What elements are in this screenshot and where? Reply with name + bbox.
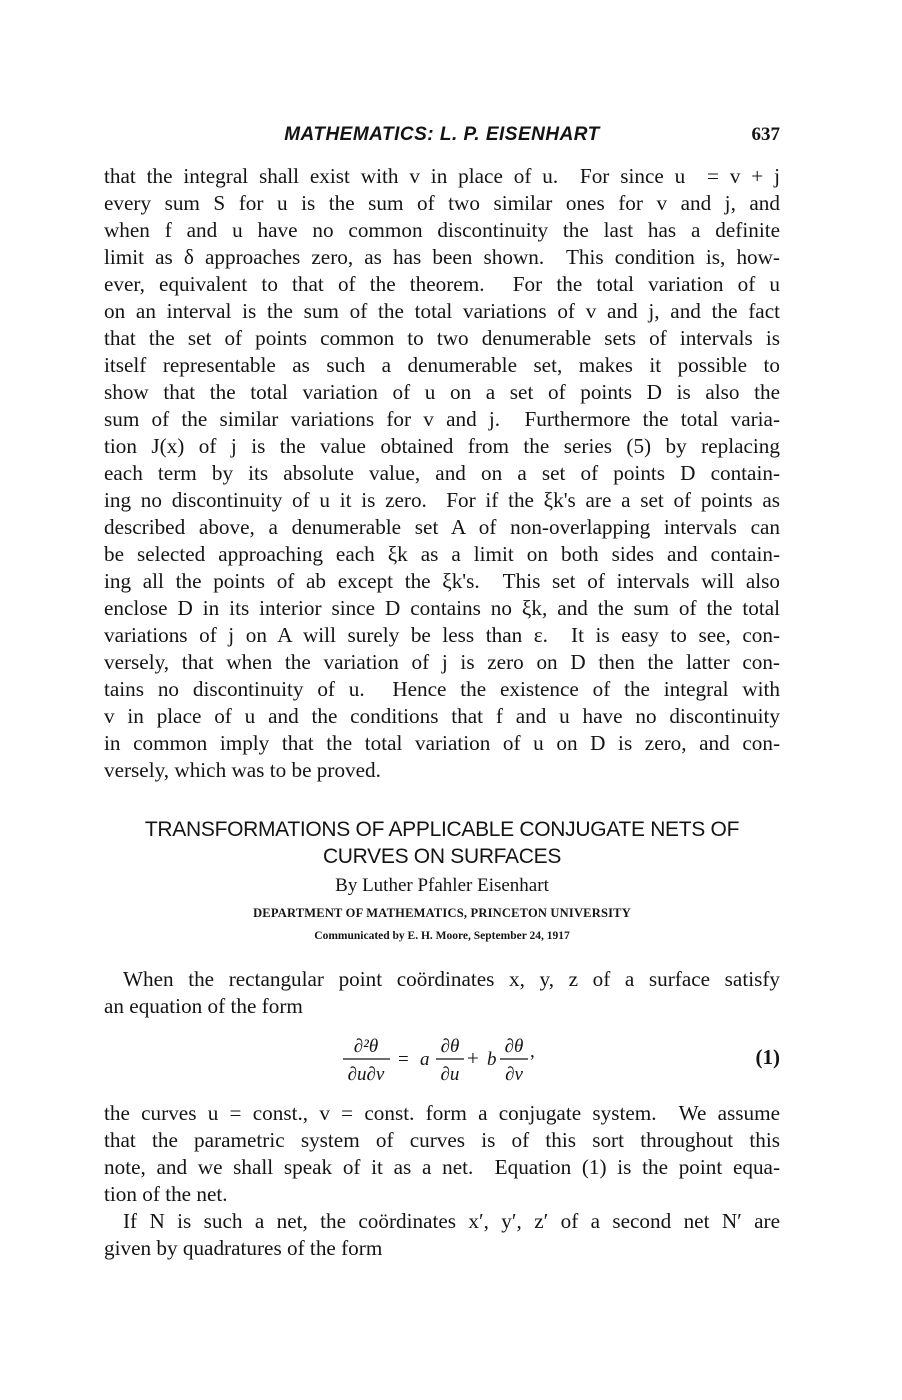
equals-sign: =	[398, 1049, 409, 1070]
paragraph-intro	[104, 966, 780, 1020]
text-line: tains no discontinuity of u. Hence the existence of the integral with	[104, 677, 780, 701]
term2-numerator: ∂θ	[504, 1036, 524, 1057]
text-line: an equation of the form	[104, 994, 303, 1018]
text-line: note, and we shall speak of it as a net. Equation (1) is the point equa-	[104, 1155, 780, 1179]
text-line: ing all the points of ab except the ξk's. This set of intervals will also	[104, 569, 780, 593]
article-title-line: TRANSFORMATIONS OF APPLICABLE CONJUGATE NETS OF	[144, 818, 740, 841]
text-line: that the integral shall exist with v in place of u. For since u = v + j	[104, 164, 780, 188]
term1-denominator: ∂u	[440, 1064, 460, 1085]
lhs-denominator: ∂u∂v	[347, 1064, 385, 1085]
text-line: that the set of points common to two denumerable sets of intervals is	[104, 326, 780, 350]
text-line: described above, a denumerable set A of non-overlapping intervals can	[104, 515, 780, 539]
text-line: given by quadratures of the form	[104, 1236, 383, 1260]
text-line: itself representable as such a denumerable set, makes it possible to	[104, 353, 780, 377]
term2-denominator: ∂v	[505, 1064, 523, 1085]
text-line: enclose D in its interior since D contains no ξk, and the sum of the total	[104, 596, 780, 620]
text-line: every sum S for u is the sum of two similar ones for v and j, and	[104, 191, 780, 215]
text-line: in common imply that the total variation of u on D is zero, and con-	[104, 731, 780, 755]
text-line: when f and u have no common discontinuity the last has a definite	[104, 218, 780, 242]
text-line: limit as δ approaches zero, as has been shown. This condition is, how-	[104, 245, 780, 269]
text-line: be selected approaching each ξk as a limit on both sides and contain-	[104, 542, 780, 566]
lhs-numerator: ∂²θ	[353, 1036, 379, 1057]
text-line: ing no discontinuity of u it is zero. For if the ξk's are a set of points as	[104, 488, 780, 512]
coefficient-a: a	[420, 1049, 430, 1070]
text-line: variations of j on A will surely be less than ε. It is easy to see, con-	[104, 623, 780, 647]
paragraph-continuation	[104, 163, 780, 784]
coefficient-b: b	[487, 1049, 497, 1070]
page-number: 637	[751, 124, 780, 145]
text-line: v in place of u and the conditions that f and u have no discontinuity	[104, 704, 780, 728]
paragraph-second-net	[104, 1208, 780, 1262]
page-header	[104, 124, 780, 148]
text-line: on an interval is the sum of the total variations of v and j, and the fact	[104, 299, 780, 323]
text-line: the curves u = const., v = const. form a conjugate system. We assume	[104, 1101, 780, 1125]
article-title-line: CURVES ON SURFACES	[322, 845, 562, 868]
communicated-note: Communicated by E. H. Moore, September 24, 1917	[314, 930, 570, 942]
plus-sign: +	[467, 1046, 479, 1070]
text-line: When the rectangular point coördinates x, y, z of a surface satisfy	[123, 967, 780, 991]
text-line: show that the total variation of u on a set of points D is also the	[104, 380, 780, 404]
author-byline: By Luther Pfahler Eisenhart	[335, 875, 549, 896]
display-equation	[104, 1033, 780, 1093]
term1-numerator: ∂θ	[440, 1036, 460, 1057]
text-line: tion J(x) of j is the value obtained from the series (5) by replacing	[104, 434, 780, 458]
article-title	[104, 816, 780, 870]
text-line: versely, that when the variation of j is zero on D then the latter con-	[104, 650, 780, 674]
text-line: sum of the similar variations for v and j. Furthermore the total varia-	[104, 407, 780, 431]
text-line: ever, equivalent to that of the theorem. For the total variation of u	[104, 272, 780, 296]
running-head: MATHEMATICS: L. P. EISENHART	[284, 124, 600, 145]
author-affiliation: DEPARTMENT OF MATHEMATICS, PRINCETON UNIVERSITY	[253, 906, 631, 920]
text-line: tion of the net.	[104, 1182, 228, 1206]
text-line: If N is such a net, the coördinates x′, y′, z′ of a second net N′ are	[123, 1209, 780, 1233]
equation-formula	[340, 1033, 560, 1093]
text-line: each term by its absolute value, and on a set of points D contain-	[104, 461, 780, 485]
text-line: versely, which was to be proved.	[104, 758, 381, 782]
text-line: that the parametric system of curves is of this sort throughout this	[104, 1128, 780, 1152]
paragraph-conjugate	[104, 1100, 780, 1208]
equation-comma: ,	[530, 1041, 535, 1062]
equation-number: (1)	[755, 1045, 780, 1069]
